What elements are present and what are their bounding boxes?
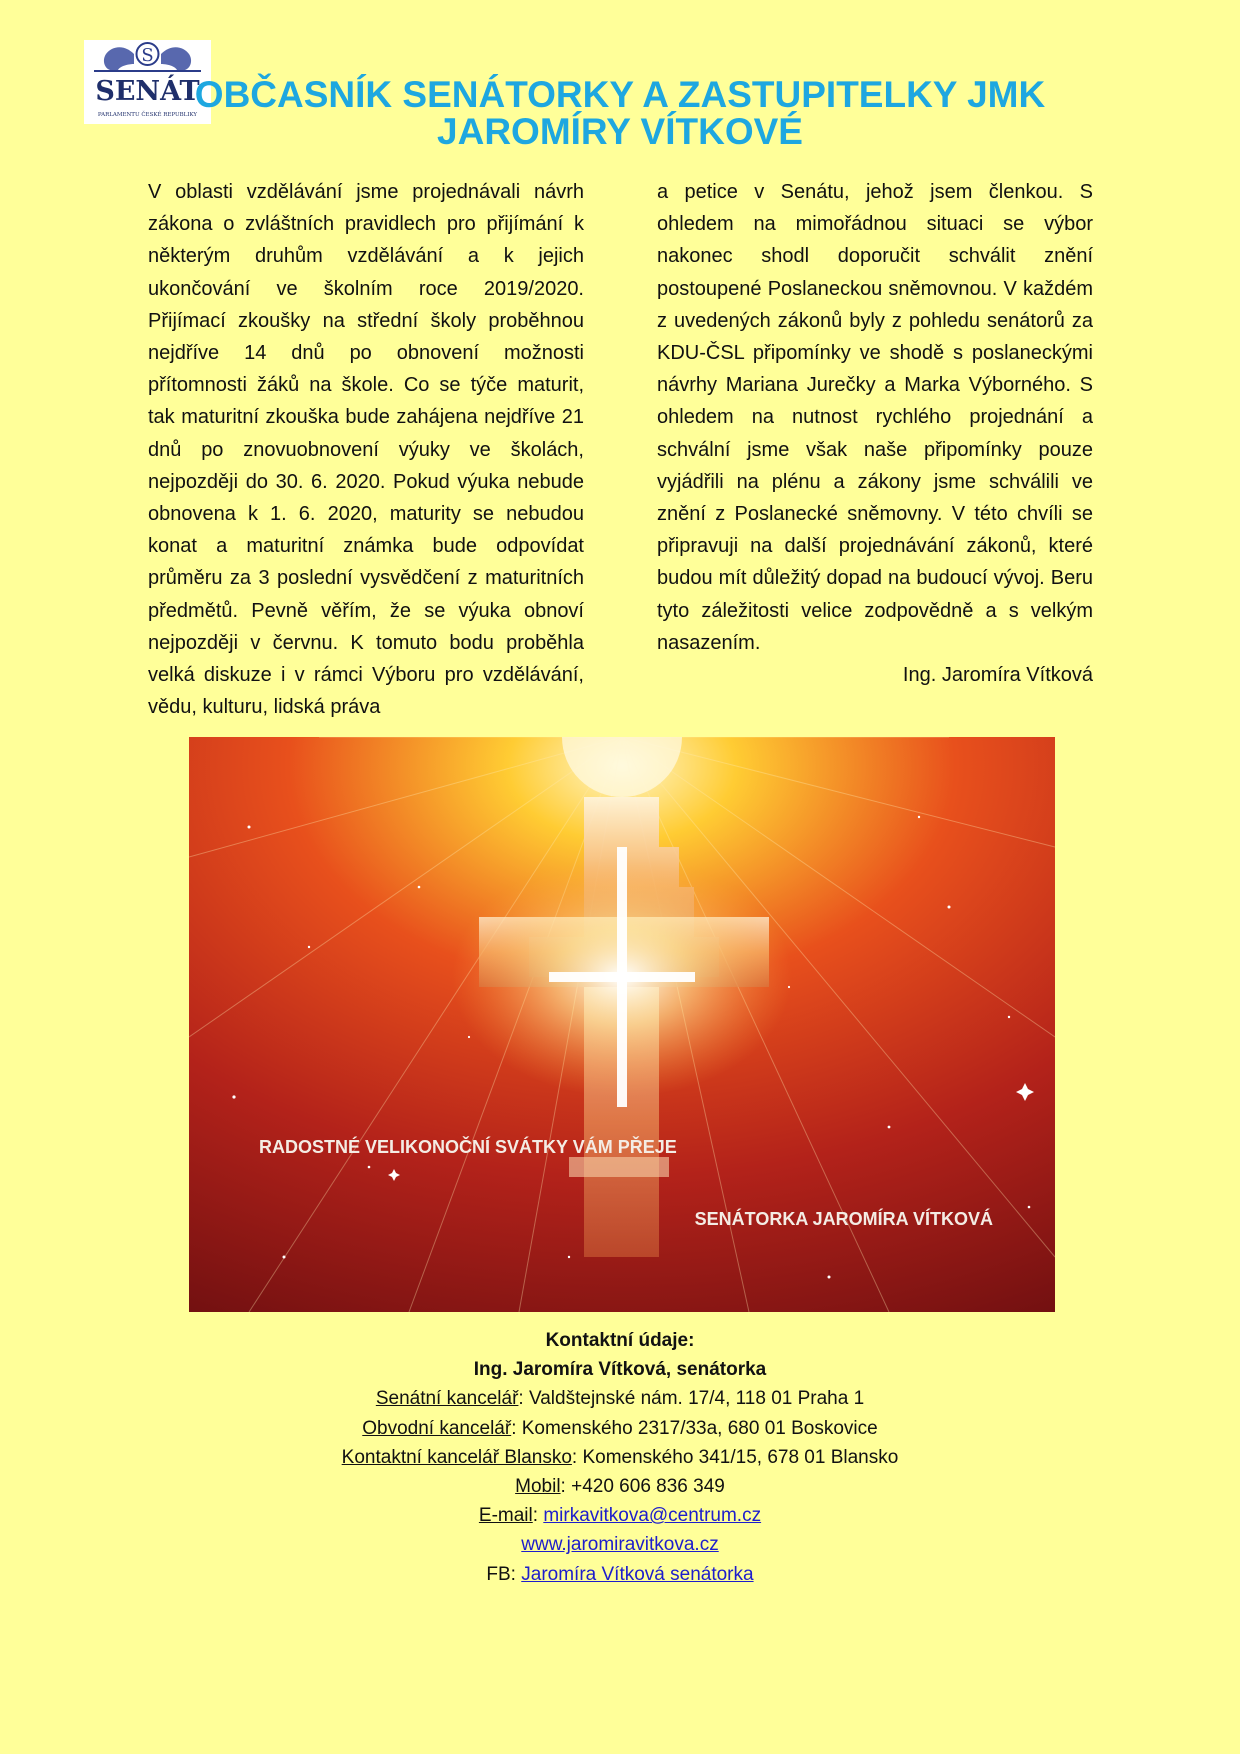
page-title xyxy=(180,76,1060,150)
article-right-text: a petice v Senátu, jehož jsem členkou. S ohledem na mimořádnou situaci se výbor nakonec shodl doporučit schválit znění postoupené Poslaneckou sněmovnou. V každém z uvedených zákonů byly z pohledu senátorů za KDU-ČSL připomínky ve shodě s poslaneckými návrhy Mariana Jurečky a Marka Výborného. S ohledem na nutnost rychlého projednání a schvální jsme však naše připomínky pouze vyjádřili na plénu a zákony jsme schválili ve znění z Poslanecké sněmovny. V této chvíli se připravuji na další projednávání zákonů, které budou mít důležitý dopad na budoucí vývoj. Beru tyto záležitosti velice zodpovědně a s velkým nasazením. xyxy=(657,181,1093,654)
contact-mobile xyxy=(270,1472,970,1501)
contact-facebook xyxy=(270,1560,970,1589)
contact-website xyxy=(270,1530,970,1559)
article-signature: Ing. Jaromíra Vítková xyxy=(902,664,1093,687)
article-left-column xyxy=(148,176,584,723)
facebook-link[interactable]: Jaromíra Vítková senátorka xyxy=(521,1563,754,1585)
senate-office-value: : Valdštejnské nám. 17/4, 118 01 Praha 1 xyxy=(518,1388,865,1410)
title-line-1: OBČASNÍK SENÁTORKY A ZASTUPITELKY JMK xyxy=(194,74,1046,115)
district-office-value: : Komenského 2317/33a, 680 01 Boskovice xyxy=(511,1417,878,1439)
contact-district-office xyxy=(270,1414,970,1443)
district-office-label: Obvodní kancelář xyxy=(362,1417,512,1439)
contact-email xyxy=(270,1501,970,1530)
website-link[interactable]: www.jaromiravitkova.cz xyxy=(521,1534,719,1556)
banner-signature: SENÁTORKA JAROMÍRA VÍTKOVÁ xyxy=(694,1209,993,1229)
article-left-text: V oblasti vzdělávání jsme projednávali návrh zákona o zvláštních pravidlech pro přijímání k některým druhům vzdělávání a k jejich ukončování ve školním roce 2019/2020. Přijímací zkoušky na střední školy proběhnou nejdříve 14 dnů po obnovení možnosti přítomnosti žáků na škole. Co se týče maturit, tak maturitní zkouška bude zahájena nejdříve 21 dnů po znovuobnovení výuky ve školách, nejpozději do 30. 6. 2020. Pokud výuka nebude obnovena k 1. 6. 2020, maturity se nebudou konat a maturitní známka bude odpovídat průměru za 3 poslední vysvědčení z maturitních předmětů. Pevně věřím, že se výuka obnoví nejpozději v červnu. K tomuto bodu proběhla velká diskuze i v rámci Výboru pro vzdělávání, vědu, kulturu, lidská práva xyxy=(148,181,584,719)
article-right-column xyxy=(657,176,1093,691)
email-link[interactable]: mirkavitkova@centrum.cz xyxy=(543,1505,762,1527)
contact-block xyxy=(270,1326,970,1589)
svg-text:S: S xyxy=(141,45,154,66)
email-label: E-mail xyxy=(478,1505,533,1527)
logo-text: SENÁT xyxy=(95,76,200,107)
contact-senate-office xyxy=(270,1384,970,1413)
easter-banner xyxy=(189,737,1055,1312)
email-separator: : xyxy=(532,1505,544,1527)
title-line-2: JAROMÍRY VÍTKOVÉ xyxy=(437,111,803,152)
banner-greeting: RADOSTNÉ VELIKONOČNÍ SVÁTKY VÁM PŘEJE xyxy=(259,1137,677,1157)
mobile-label: Mobil xyxy=(515,1476,561,1498)
blansko-office-label: Kontaktní kancelář Blansko xyxy=(341,1446,572,1468)
mobile-value: : +420 606 836 349 xyxy=(560,1476,725,1498)
contact-blansko-office xyxy=(270,1443,970,1472)
blansko-office-value: : Komenského 341/15, 678 01 Blansko xyxy=(571,1446,899,1468)
fb-label: FB: xyxy=(486,1563,522,1585)
contact-name: Ing. Jaromíra Vítková, senátorka xyxy=(473,1359,767,1381)
logo-subtext: PARLAMENTU ČESKÉ REPUBLIKY xyxy=(97,112,198,118)
contact-heading: Kontaktní údaje: xyxy=(545,1330,695,1351)
senate-office-label: Senátní kancelář xyxy=(375,1388,519,1410)
